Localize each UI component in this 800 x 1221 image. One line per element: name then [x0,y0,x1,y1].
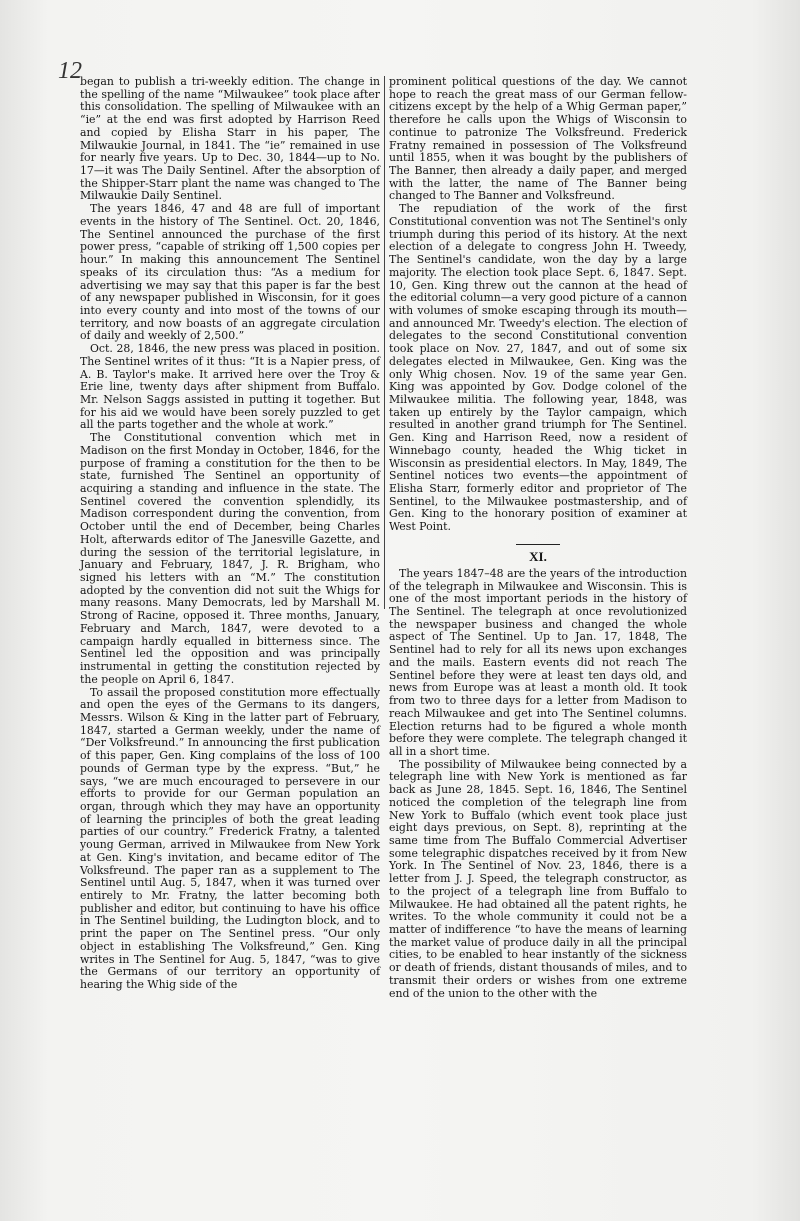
column-divider [384,76,385,609]
right-column [389,76,687,1000]
paragraph: The Constitutional convention which met in Madison on the first Monday in October, 1846, for the purpose of framing a constitution for the then to be state, furnished The Sentinel an opportunity of acquiring a standing and influence in the state. The Sentinel covered the convention splendidly, its Madison correspondent during the convention, from October until the end of December, being Charles Holt, afterwards editor of The Janesville Gazette, and during the session of the territorial legislature, in January and February, 1847, J. R. Brigham, who signed his letters with an “M.” The constitution adopted by the convention did not suit the Whigs for many reasons. Many Democrats, led by Marshall M. Strong of Racine, opposed it. Three months, January, February and March, 1847, were devoted to a campaign hardly equalled in bitterness since. The Sentinel led the opposition and was principally instrumental in getting the constitution rejected by the people on April 6, 1847. [80,431,380,686]
paragraph: began to publish a tri-weekly edition. The change in the spelling of the name “Milwaukee” took place after this consolidation. The spelling of Milwaukee with an “ie” at the end was first adopted by Harrison Reed and copied by Elisha Starr in his paper, The Milwaukie Journal, in 1841. The “ie” remained in use for nearly five years. Up to Dec. 30, 1844—up to No. 17—it was The Daily Sentinel. After the absorption of the Shipper-Starr plant the name was changed to The Milwaukie Daily Sentinel. [80,75,380,203]
section-heading: XI. [389,544,687,564]
paragraph: prominent political questions of the day. We cannot hope to reach the great mass of our German fellow-citizens except by the help of a Whig German paper,” therefore he calls upon the Whigs of Wisconsin to continue to patronize The Volksfreund. Frederick Fratny remained in possession of The Volksfreund until 1855, when it was bought by the publishers of The Banner, then already a daily paper, and merged with the latter, the name of The Banner being changed to The Banner and Volksfreund. [389,75,687,203]
paragraph: Oct. 28, 1846, the new press was placed in position. The Sentinel writes of it thus: “It is a Napier press, of A. B. Taylor's make. It arrived here over the Troy & Erie line, twenty days after shipment from Buffalo. Mr. Nelson Saggs assisted in putting it together. But for his aid we would have been sorely puzzled to get all the parts together and the whole at work.” [80,342,380,432]
paragraph: The possibility of Milwaukee being connected by a telegraph line with New York is mentioned as far back as June 28, 1845. Sept. 16, 1846, The Sentinel noticed the completion of the telegraph line from New York to Buffalo (which event took place just eight days previous, on Sept. 8), reprinting at the same time from The Buffalo Commercial Advertiser some telegraphic dispatches received by it from New York. In The Sentinel of Nov. 23, 1846, there is a letter from J. J. Speed, the telegraph constructor, as to the project of a telegraph line from Buffalo to Milwaukee. He had obtained all the patent rights, he writes. To the whole community it could not be a matter of indifference “to have the means of learning the market value of produce daily in all the principal cities, to be enabled to hear instantly of the sickness or death of friends, distant thousands of miles, and to transmit their orders or wishes from one extreme end of the union to the other with the [389,757,687,1000]
paragraph: The years 1847–48 are the years of the introduction of the telegraph in Milwaukee and Wisconsin. This is one of the most important periods in the history of The Sentinel. The telegraph at once revolutionized the newspaper business and changed the whole aspect of The Sentinel. Up to Jan. 17, 1848, The Sentinel had to rely for all its news upon exchanges and the mails. Eastern events did not reach The Sentinel before they were at least ten days old, and news from Europe was at least a month old. It took from two to three days for a letter from Madison to reach Milwaukee and get into The Sentinel columns. Election returns had to be figured a whole month before they were complete. The telegraph changed it all in a short time. [389,566,687,758]
paragraph: To assail the proposed constitution more effectually and open the eyes of the Germans to its dangers, Messrs. Wilson & King in the latter part of February, 1847, started a German weekly, under the name of “Der Volksfreund.” In announcing the first publication of this paper, Gen. King complains of the loss of 100 pounds of German type by the express. “But,” he says, “we are much encouraged to persevere in our efforts to provide for our German population an organ, through which they may have an opportunity of learning the principles of both the great leading parties of our country.” Frederick Fratny, a talented young German, arrived in Milwaukee from New York at Gen. King's invitation, and became editor of The Volksfreund. The paper ran as a supplement to The Sentinel until Aug. 5, 1847, when it was turned over entirely to Mr. Fratny, the latter becoming both publisher and editor, but continuing to have his office in The Sentinel building, the Ludington block, and to print the paper on The Sentinel press. “Our only object in establishing The Volksfreund,” Gen. King writes in The Sentinel for Aug. 5, 1847, “was to give the Germans of our territory an opportunity of hearing the Whig side of the [80,685,380,992]
page-number: 12 [58,58,82,84]
left-column [80,76,380,992]
paragraph: The repudiation of the work of the first Constitutional convention was not The Sentinel's only triumph during this period of its history. At the next election of a delegate to congress John H. Tweedy, The Sentinel's candidate, won the day by a large majority. The election took place Sept. 6, 1847. Sept. 10, Gen. King threw out the cannon at the head of the editorial column—a very good picture of a cannon with volumes of smoke escaping through its mouth—and announced Mr. Tweedy's election. The election of delegates to the second Constitutional convention took place on Nov. 27, 1847, and out of some six delegates elected in Milwaukee, Gen. King was the only Whig chosen. Nov. 19 of the same year Gen. King was appointed by Gov. Dodge colonel of the Milwaukee militia. The following year, 1848, was taken up entirely by the Taylor campaign, which resulted in another grand triumph for The Sentinel. Gen. King and Harrison Reed, now a resident of Winnebago county, headed the Whig ticket in Wisconsin as presidential electors. In May, 1849, The Sentinel notices two events—the appointment of Elisha Starr, formerly editor and proprietor of The Sentinel, to the Milwaukee postmastership, and of Gen. King to the honorary position of examiner at West Point. [389,202,687,534]
paragraph: The years 1846, 47 and 48 are full of important events in the history of The Sentinel. Oct. 20, 1846, The Sentinel announced the purchase of the first power press, “capable of striking off 1,500 copies per hour.” In making this announcement The Sentinel speaks of its circulation thus: “As a medium for advertising we may say that this paper is far the best of any newspaper published in Wisconsin, for it goes into every county and into most of the towns of our territory, and now boasts of an aggregate circulation of daily and weekly of 2,500.” [80,202,380,343]
